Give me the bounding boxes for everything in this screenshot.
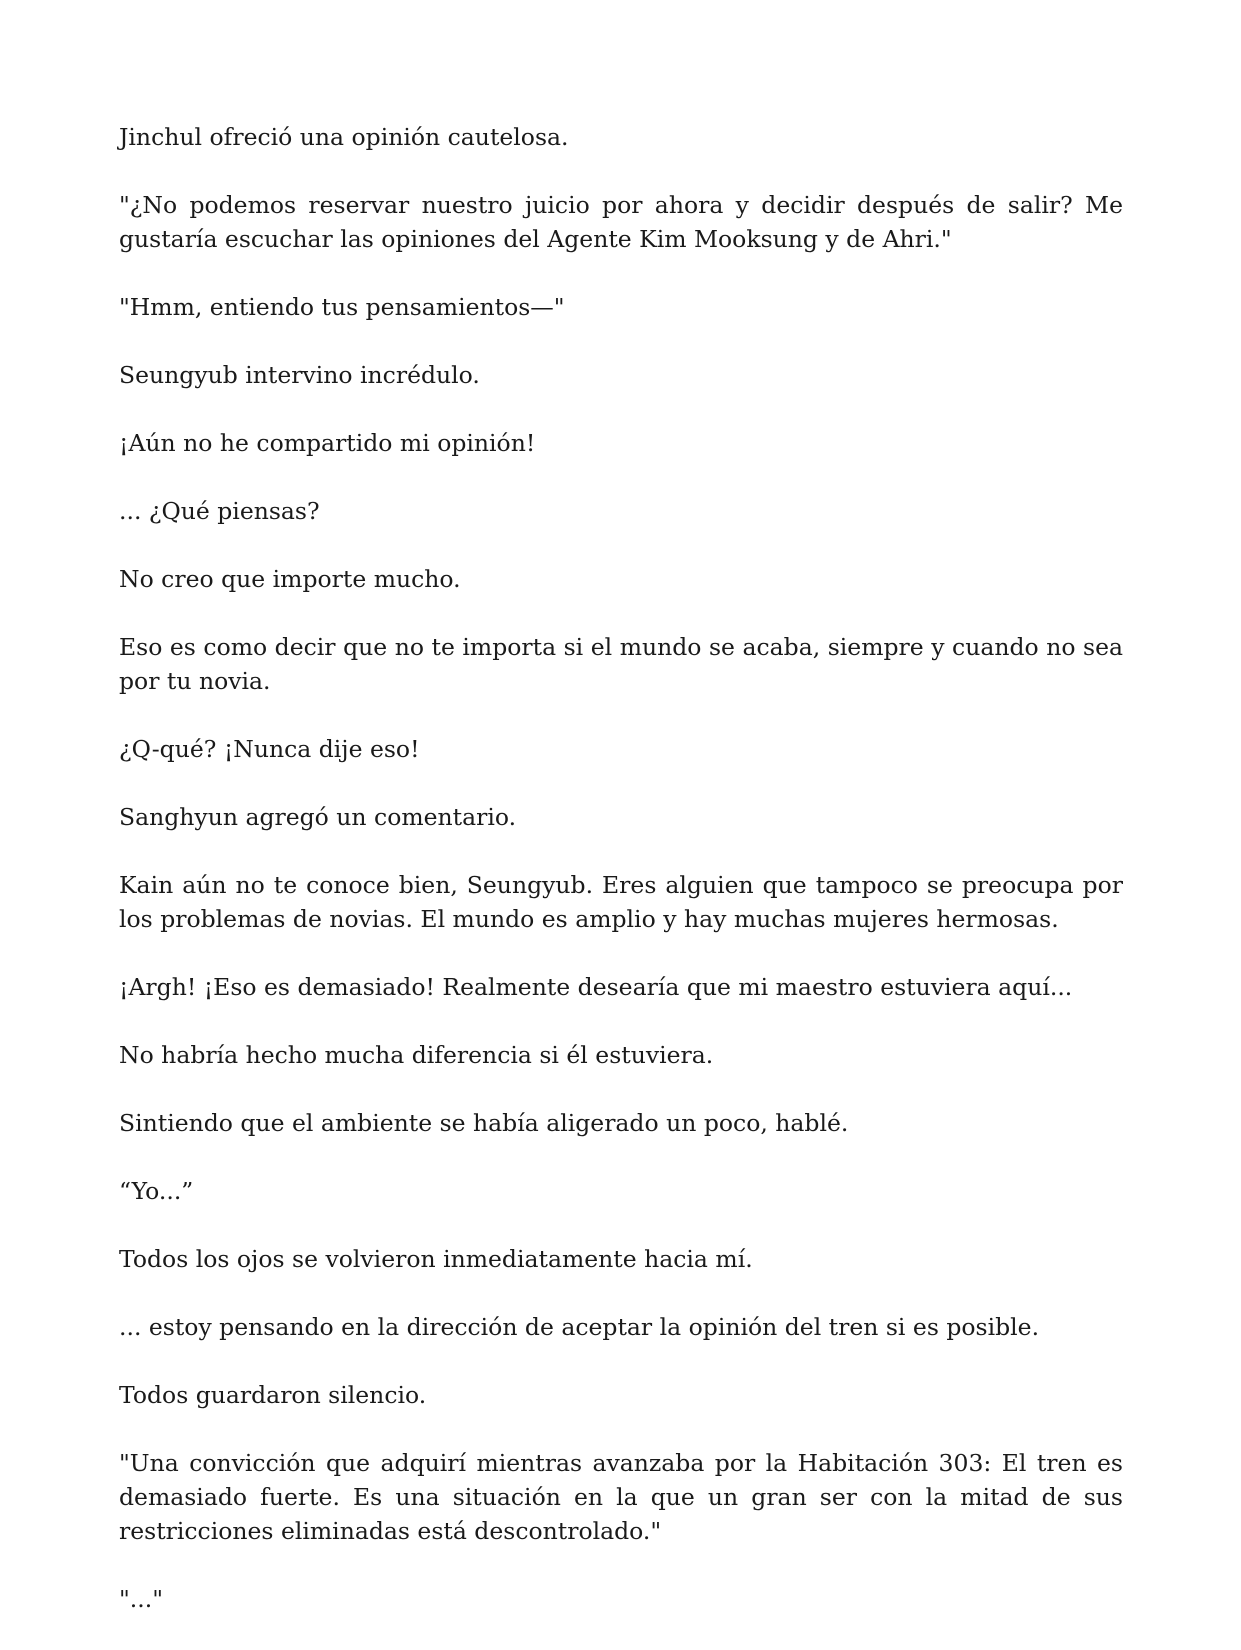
paragraph: "Una convicción que adquirí mientras avanzaba por la Habitación 303: El tren es demasiado fuerte. Es una situación en la que un gran ser con la mitad de sus restricciones eliminadas está descontrolado."	[119, 1449, 1123, 1545]
paragraph: ... estoy pensando en la dirección de aceptar la opinión del tren si es posible.	[119, 1313, 1040, 1341]
paragraph: "Hmm, entiendo tus pensamientos—"	[119, 293, 565, 321]
paragraph: "¿No podemos reservar nuestro juicio por ahora y decidir después de salir? Me gustaría escuchar las opiniones del Agente Kim Mooksung y de Ahri."	[119, 191, 1123, 253]
paragraph: "..."	[119, 1585, 164, 1613]
paragraph: Todos guardaron silencio.	[119, 1381, 427, 1409]
paragraph: ... ¿Qué piensas?	[119, 497, 320, 525]
paragraph: No habría hecho mucha diferencia si él estuviera.	[119, 1041, 714, 1069]
paragraph: Sanghyun agregó un comentario.	[119, 803, 517, 831]
paragraph: No creo que importe mucho.	[119, 565, 461, 593]
paragraph: Jinchul ofreció una opinión cautelosa.	[119, 123, 569, 151]
paragraph: Kain aún no te conoce bien, Seungyub. Eres alguien que tampoco se preocupa por los problemas de novias. El mundo es amplio y hay muchas mujeres hermosas.	[119, 871, 1123, 933]
paragraph: Sintiendo que el ambiente se había aligerado un poco, hablé.	[119, 1109, 849, 1137]
paragraph: ¡Argh! ¡Eso es demasiado! Realmente desearía que mi maestro estuviera aquí...	[119, 973, 1073, 1001]
paragraph: ¡Aún no he compartido mi opinión!	[119, 429, 536, 457]
paragraph: ¿Q-qué? ¡Nunca dije eso!	[119, 735, 420, 763]
paragraph: Seungyub intervino incrédulo.	[119, 361, 480, 389]
paragraph: Eso es como decir que no te importa si el mundo se acaba, siempre y cuando no sea por tu novia.	[119, 633, 1123, 695]
paragraph: “Yo...”	[119, 1177, 194, 1205]
document-body	[119, 120, 1123, 1650]
paragraph: Todos los ojos se volvieron inmediatamente hacia mí.	[119, 1245, 753, 1273]
